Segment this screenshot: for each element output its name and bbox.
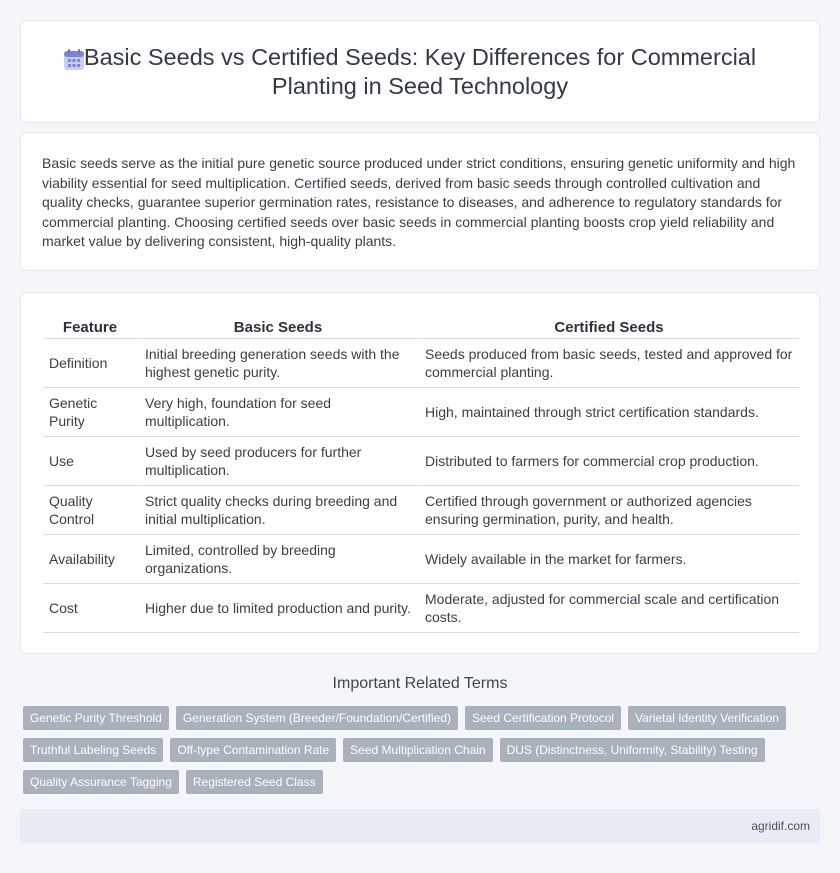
intro-paragraph: Basic seeds serve as the initial pure genetic source produced under strict conditions, ensuring genetic uniformity and high viability essential for seed multiplication. Certified seeds, derived from basic seeds through controlled cultivation and quality checks, guarantee superior germination rates, resistance to diseases, and adherence to regulatory standards for commercial planting. Choosing certified seeds over basic seeds in commercial planting boosts crop yield reliability and market value by delivering consistent, high-quality plants. [42, 155, 796, 250]
column-header-certified-seeds: Certified Seeds [417, 317, 799, 339]
comparison-card [20, 292, 820, 654]
feature-cell: Availability [43, 535, 137, 584]
feature-cell: Quality Control [43, 486, 137, 535]
related-term-tag[interactable]: DUS (Distinctness, Uniformity, Stability) Testing [500, 738, 765, 762]
certified-seeds-cell: Seeds produced from basic seeds, tested and approved for commercial planting. [417, 339, 799, 388]
basic-seeds-cell: Higher due to limited production and purity. [137, 584, 417, 633]
tag-row [23, 706, 823, 730]
tag-row [23, 770, 823, 794]
title-card [20, 20, 820, 123]
related-term-tag[interactable]: Off-type Contamination Rate [170, 738, 336, 762]
related-term-tag[interactable]: Truthful Labeling Seeds [23, 738, 163, 762]
table-row [43, 486, 799, 535]
related-term-tag[interactable]: Registered Seed Class [186, 770, 323, 794]
column-header-basic-seeds: Basic Seeds [137, 317, 417, 339]
table-row [43, 339, 799, 388]
table-row [43, 388, 799, 437]
column-header-feature: Feature [43, 317, 137, 339]
table-row [43, 437, 799, 486]
basic-seeds-cell: Limited, controlled by breeding organizations. [137, 535, 417, 584]
basic-seeds-cell: Initial breeding generation seeds with the highest genetic purity. [137, 339, 417, 388]
feature-cell: Use [43, 437, 137, 486]
related-term-tag[interactable]: Varietal Identity Verification [628, 706, 786, 730]
table-row [43, 535, 799, 584]
basic-seeds-cell: Strict quality checks during breeding and initial multiplication. [137, 486, 417, 535]
related-term-tag[interactable]: Generation System (Breeder/Foundation/Certified) [176, 706, 458, 730]
certified-seeds-cell: High, maintained through strict certification standards. [417, 388, 799, 437]
related-term-tag[interactable]: Seed Certification Protocol [465, 706, 621, 730]
related-term-tag[interactable]: Quality Assurance Tagging [23, 770, 179, 794]
footer-site-link[interactable]: agridif.com [751, 819, 810, 833]
intro-card [20, 132, 820, 271]
basic-seeds-cell: Very high, foundation for seed multiplication. [137, 388, 417, 437]
certified-seeds-cell: Moderate, adjusted for commercial scale and certification costs. [417, 584, 799, 633]
table-row [43, 584, 799, 633]
certified-seeds-cell: Certified through government or authorized agencies ensuring germination, purity, and health. [417, 486, 799, 535]
related-term-tag[interactable]: Genetic Purity Threshold [23, 706, 169, 730]
basic-seeds-cell: Used by seed producers for further multiplication. [137, 437, 417, 486]
feature-cell: Genetic Purity [43, 388, 137, 437]
related-terms-heading: Important Related Terms [332, 675, 508, 692]
page-title: Basic Seeds vs Certified Seeds: Key Differences for Commercial Planting in Seed Technology [83, 44, 757, 99]
footer-bar [20, 809, 820, 843]
comparison-table [43, 317, 799, 633]
table-header-row [43, 317, 799, 339]
feature-cell: Definition [43, 339, 137, 388]
feature-cell: Cost [43, 584, 137, 633]
related-term-tag[interactable]: Seed Multiplication Chain [343, 738, 492, 762]
tag-row [23, 738, 823, 762]
related-terms-tags [23, 706, 823, 802]
certified-seeds-cell: Widely available in the market for farmers. [417, 535, 799, 584]
certified-seeds-cell: Distributed to farmers for commercial crop production. [417, 437, 799, 486]
